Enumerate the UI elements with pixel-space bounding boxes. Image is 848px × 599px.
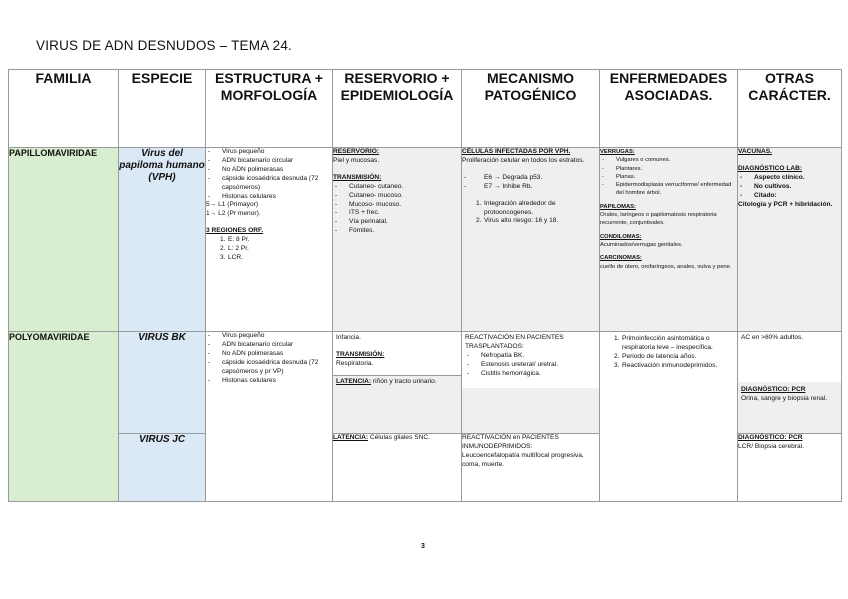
enfermedades-vph [600, 148, 738, 332]
list-item: - Nefropatía BK. [467, 351, 525, 359]
carcinomas-title: CARCINOMAS: [600, 255, 642, 262]
list-item: - Vulgares o comunes. [602, 157, 671, 164]
list-item: - Virus pequeño [208, 332, 265, 339]
header-otras: OTRAS CARÁCTER. [738, 70, 842, 148]
list-item: - Mucoso- mucoso. [335, 200, 402, 208]
page-title: VIRUS DE ADN DESNUDOS – TEMA 24. [36, 38, 292, 53]
mecanismo-title: CÉLULAS INFECTADAS POR VPH. [462, 148, 571, 155]
bk-reservorio-text: Infancia. [336, 334, 361, 341]
header-especie: ESPECIE [119, 70, 206, 148]
mecanismo-jc [462, 434, 600, 502]
header-reservorio: RESERVORIO + EPIDEMIOLOGÍA [333, 70, 462, 148]
reservorio-text: Piel y mucosas. [333, 156, 380, 164]
list-item: 1. Integración alrededor de protooncogenes. [476, 199, 556, 216]
mecanismo-vph [462, 148, 600, 332]
verrugas-title: VERRUGAS: [600, 149, 635, 155]
header-row [9, 70, 842, 148]
carcinomas-text: cuello de útero, orofaríngeos, anales, vulva y pene. [600, 263, 732, 270]
estructura-vph [206, 148, 333, 332]
reservorio-bk [333, 332, 462, 434]
bk-transmision-title: TRANSMISIÓN: [336, 350, 385, 358]
condilomas-title: CONDILOMAS: [600, 233, 642, 240]
vacunas-title: VACUNAS. [738, 148, 772, 155]
virus-table [8, 69, 842, 502]
list-item: - No ADN polimerasas [208, 165, 284, 173]
l2-text: 1→ L2 (Pr menor). [206, 210, 261, 218]
jc-mecanismo-title: REACTIVACIÓN en PACIENTES INMUNODEPRIMIDOS: [462, 434, 559, 450]
reservorio-title: RESERVORIO: [333, 148, 380, 155]
list-item: - ADN bicatenario circular [208, 340, 294, 348]
table-row-papillomaviridae [9, 148, 842, 332]
list-item: - No ADN polimerasas [208, 349, 284, 357]
jc-mecanismo-text: Leucoencefalopatía multifocal progresiva, coma, muerte. [462, 451, 584, 468]
diagnostico-title: DIAGNÓSTICO LAB: [738, 164, 803, 172]
list-item: 3. LCR. [220, 253, 244, 261]
list-item: - Vía perinatal. [335, 218, 388, 226]
bk-latencia-title: LATENCIA: [336, 378, 372, 385]
list-item: 2. L: 2 Pr. [220, 245, 249, 253]
list-item: - Citado: [740, 191, 777, 199]
list-item: - Cistitis hemorrágica. [467, 369, 541, 377]
especie-jc: VIRUS JC [119, 434, 206, 502]
jc-diagnostico-text: LCR/ Biopsia cerebral. [738, 442, 804, 450]
bk-transmision-text: Respiratoria. [336, 359, 374, 367]
list-item: 1. E: 8 Pr. [220, 236, 250, 244]
list-item: - Virus pequeño [208, 148, 265, 155]
papilomas-text: Orales, laríngeos o papilomatosis respiratoria recurrente, conjuntivales. [600, 212, 717, 227]
bk-latencia-text: riñón y tracto urinario. [371, 378, 437, 385]
list-item: - Cutaneo- mucoso. [335, 191, 403, 199]
list-item: - E6 → Degrada p53. [464, 173, 543, 181]
familia-papillomaviridae: PAPILLOMAVIRIDAE [9, 148, 119, 332]
list-item: - ADN bicatenario circular [208, 156, 294, 164]
list-item: - Planas. [602, 173, 636, 180]
list-item: - cápside icosaédrica desnuda (72 capsómeros y pr VP) [208, 358, 319, 375]
otras-bk [738, 332, 842, 434]
list-item: - E7 → Inhibe Rb. [464, 182, 533, 190]
familia-polyomaviridae: POLYOMAVIRIDAE [9, 332, 119, 502]
list-item: - ITS + frec. [335, 209, 380, 217]
list-item: - Estenosis ureteral/ uretral. [467, 360, 558, 368]
page-number: 3 [421, 543, 425, 550]
list-item: - Cutaneo- cutaneo. [335, 182, 404, 190]
list-item: - Fómites. [335, 227, 375, 235]
transmision-title: TRANSMISIÓN: [333, 173, 382, 181]
list-item: - Aspecto clínico. [740, 173, 805, 181]
enfermedades-polioma [600, 332, 738, 502]
list-item: - No cultivos. [740, 182, 792, 190]
especie-vph: Virus del papiloma humano (VPH) [119, 148, 206, 332]
mecanismo-bk [462, 332, 600, 434]
jc-diagnostico-title: DIAGNÓSTICO: PCR [738, 434, 803, 441]
list-item: 2. Periodo de latencia años. [614, 352, 697, 360]
estructura-polioma [206, 332, 333, 502]
jc-latencia-title: LATENCIA: [333, 434, 369, 441]
list-item: - Histonas celulares [208, 376, 276, 384]
list-item: - cápside icosaédrica desnuda (72 capsómeros) [208, 174, 319, 191]
l1-text: 5→ L1 (Primayor) [206, 201, 259, 209]
list-item: 1. Primoinfección asintomática o respiratoria leve – inespecífica. [614, 335, 713, 351]
condilomas-text: Acuminados/verrugas genitales. [600, 241, 683, 248]
reservorio-jc [333, 434, 462, 502]
list-item: 3. Reactivación inmunodeprimidos. [614, 361, 718, 369]
list-item: - Epidermodisplasia verruciforme/ enfermedad del hombre árbol. [602, 182, 732, 197]
otras-vph [738, 148, 842, 332]
mecanismo-text: Proliferación celular en todos los estratos. [462, 156, 585, 164]
bk-diagnostico-title: DIAGNÓSTICO: PCR [741, 386, 806, 393]
header-enfermedades: ENFERMEDADES ASOCIADAS. [600, 70, 738, 148]
list-item: - Histonas celulares [208, 192, 276, 200]
header-familia: FAMILIA [9, 70, 119, 148]
header-estructura: ESTRUCTURA + MORFOLOGÍA [206, 70, 333, 148]
especie-bk: VIRUS BK [119, 332, 206, 434]
header-mecanismo: MECANISMO PATOGÉNICO [462, 70, 600, 148]
jc-latencia-text: Células gliales SNC. [368, 434, 430, 441]
table-row-polyomaviridae-bk [9, 332, 842, 434]
reservorio-vph [333, 148, 462, 332]
otras-jc [738, 434, 842, 502]
papilomas-title: PAPILOMAS: [600, 203, 636, 210]
list-item: - Plantares. [602, 165, 643, 172]
diagnostico-text: Citología y PCR + hibridación. [738, 200, 833, 208]
bk-mecanismo-title: REACTIVACIÓN EN PACIENTES TRASPLANTADOS: [465, 334, 564, 350]
bk-otras-text: AC en >80% adultos. [741, 334, 804, 341]
regiones-title: 3 REGIONES ORF. [206, 227, 264, 235]
bk-diagnostico-text: Orina, sangre y biopsia renal. [741, 394, 828, 402]
list-item: 2. Virus alto riesgo: 16 y 18. [476, 217, 559, 225]
